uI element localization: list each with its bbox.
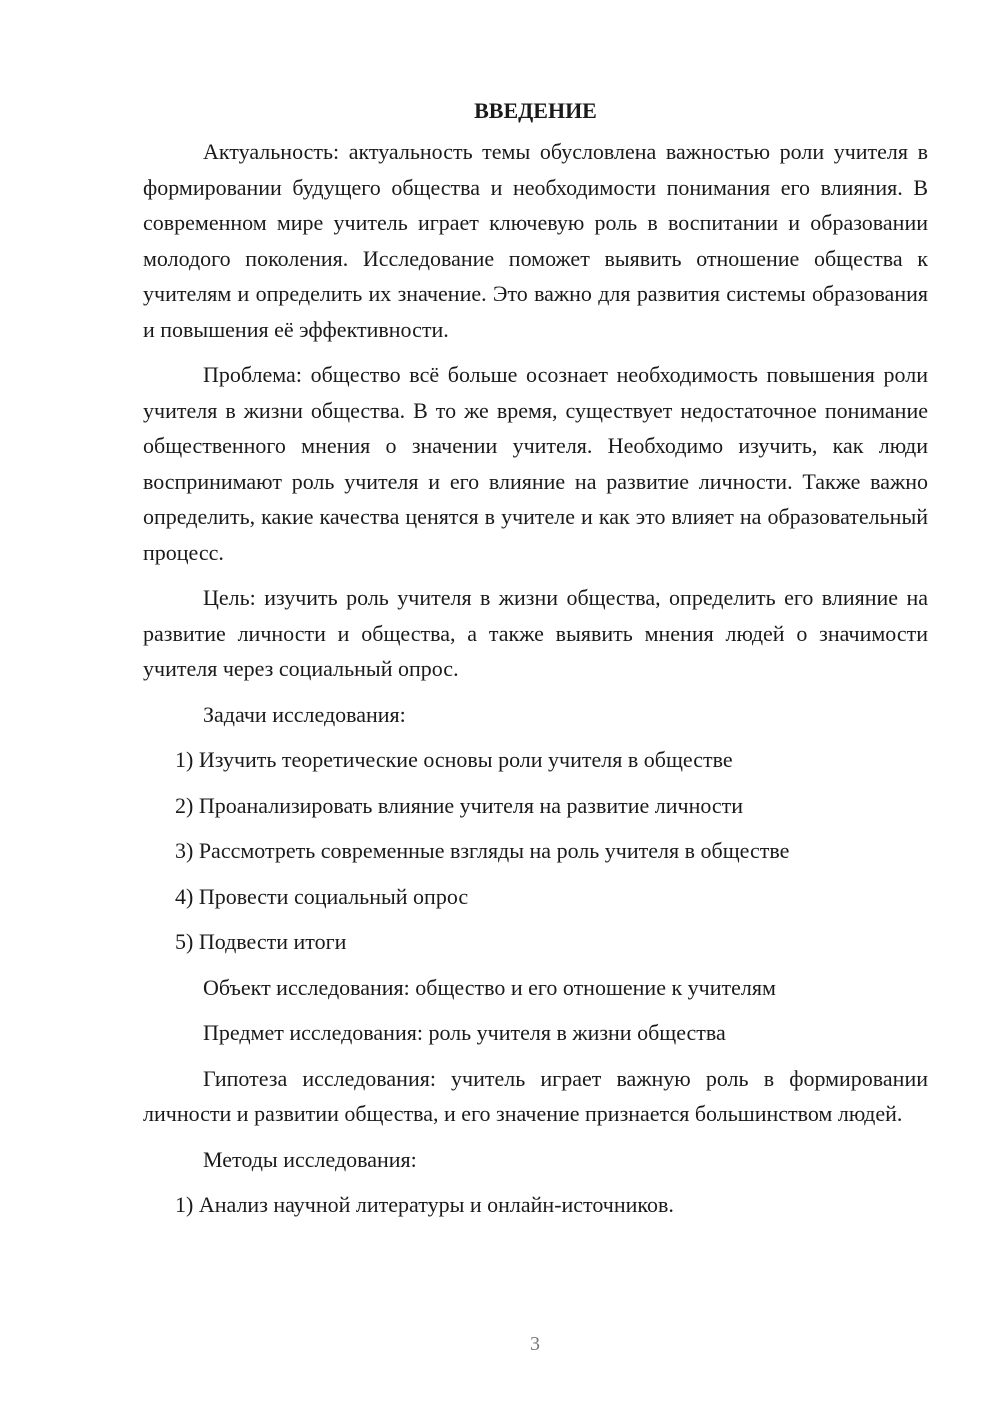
tasks-list: [143, 742, 928, 960]
methods-heading: Методы исследования:: [203, 1146, 417, 1172]
document-body: [143, 93, 928, 1233]
methods-list: [143, 1187, 928, 1223]
problem-paragraph: Проблема: общество всё больше осознает необходимость повышения роли учителя в жизни общества. В то же время, существует недостаточное понимание общественного мнения о значении учителя. Необходимо изучить, как люди воспринимают роль учителя и его влияние на развитие личности. Также важно определить, какие качества ценятся в учителе и как это влияет на образовательный процесс.: [143, 362, 928, 565]
tasks-heading: Задачи исследования:: [203, 701, 406, 727]
list-item: 1) Анализ научной литературы и онлайн-источников.: [175, 1192, 674, 1217]
section-title: ВВЕДЕНИЕ: [474, 98, 597, 123]
list-item: 3) Рассмотреть современные взгляды на роль учителя в обществе: [175, 838, 790, 863]
research-object: Объект исследования: общество и его отношение к учителям: [203, 974, 776, 1000]
research-subject: Предмет исследования: роль учителя в жизни общества: [203, 1020, 726, 1045]
hypothesis-paragraph: Гипотеза исследования: учитель играет важную роль в формировании личности и развитии общества, и его значение признается большинством людей.: [143, 1065, 928, 1126]
list-item: 1) Изучить теоретические основы роли учителя в обществе: [175, 747, 733, 772]
list-item: 4) Провести социальный опрос: [175, 883, 469, 909]
goal-paragraph: Цель: изучить роль учителя в жизни общества, определить его влияние на развитие личности и общества, а также выявить мнения людей о значимости учителя через социальный опрос.: [143, 585, 928, 681]
page-number: 3: [530, 1333, 540, 1355]
list-item: 5) Подвести итоги: [175, 929, 347, 954]
relevance-paragraph: Актуальность: актуальность темы обусловлена важностью роли учителя в формировании будущего общества и необходимости понимания его влияния. В современном мире учитель играет ключевую роль в воспитании и образовании молодого поколения. Исследование поможет выявить отношение общества к учителям и определить их значение. Это важно для развития системы образования и повышения её эффективности.: [143, 139, 928, 342]
list-item: 2) Проанализировать влияние учителя на развитие личности: [175, 792, 744, 818]
